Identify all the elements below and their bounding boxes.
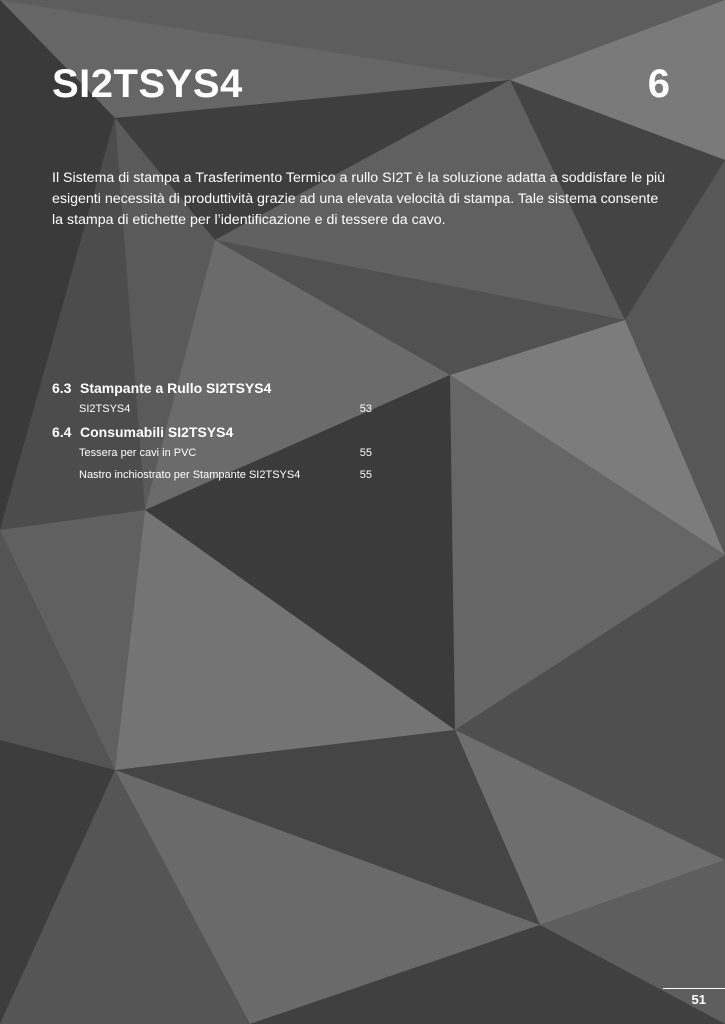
- toc-entry-label: Tessera per cavi in PVC: [79, 447, 197, 459]
- toc-entry-page: 55: [359, 447, 372, 459]
- table-of-contents: [52, 376, 372, 486]
- toc-section-number: 6.3: [52, 380, 72, 396]
- toc-entry[interactable]: [52, 398, 372, 420]
- page-title: SI2TSYS4: [52, 62, 243, 106]
- page-number: 51: [691, 992, 706, 1007]
- toc-entry[interactable]: [52, 442, 372, 464]
- toc-entry-label: Nastro inchiostrato per Stampante SI2TSYS4: [79, 469, 301, 481]
- toc-entry-label: SI2TSYS4: [79, 403, 131, 415]
- toc-entry-page: 53: [359, 403, 372, 415]
- toc-entry-page: 55: [359, 469, 372, 481]
- toc-section-number: 6.4: [52, 424, 72, 440]
- toc-section-title: Consumabili SI2TSYS4: [80, 424, 234, 440]
- toc-section-title: Stampante a Rullo SI2TSYS4: [80, 380, 272, 396]
- chapter-number: 6: [647, 62, 670, 106]
- toc-entry[interactable]: [52, 464, 372, 486]
- intro-paragraph: Il Sistema di stampa a Trasferimento Termico a rullo SI2T è la soluzione adatta a soddisfare le più esigenti necessità di produttività grazie ad una elevata velocità di stampa. Tale sistema consente la stampa di etichette per l’identificazione e di tessere da cavo.: [52, 170, 665, 228]
- toc-section-6-3[interactable]: [52, 378, 372, 398]
- page-number-rule: [663, 988, 725, 989]
- toc-section-6-4[interactable]: [52, 422, 372, 442]
